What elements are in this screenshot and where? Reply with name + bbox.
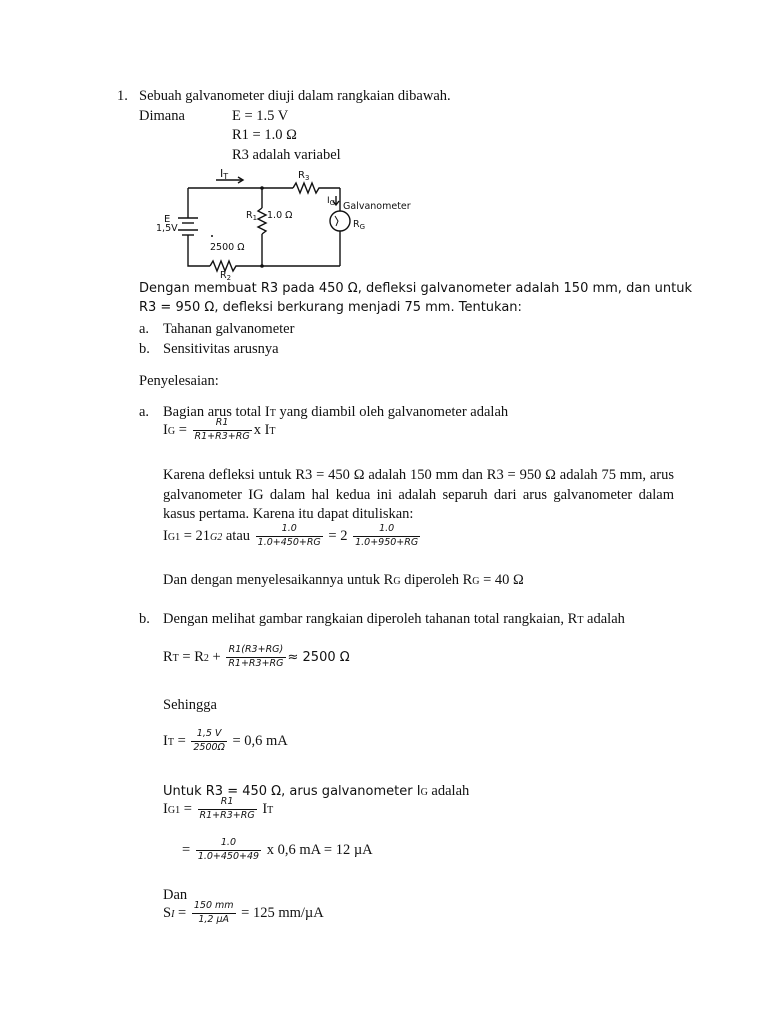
dan-label: Dan <box>163 887 188 903</box>
rg-label: R <box>353 219 360 230</box>
svg-text:IT <box>220 167 228 181</box>
sol-b-label: b. <box>139 611 150 627</box>
given-r1: R1 = 1.0 Ω <box>232 127 297 143</box>
problem-number: 1. <box>117 88 128 104</box>
svg-text:R3 <box>298 170 309 182</box>
item-b-label: b. <box>139 341 150 357</box>
r3-label: R <box>298 170 305 181</box>
equation-rt: RT = R2 + $\frac{R1(R3+RG)}{R1+R3+RG}$ ≈ 2500 Ω <box>163 644 350 669</box>
r1-label: R <box>246 210 253 221</box>
sol-a-paragraph: Karena defleksi untuk R3 = 450 Ω adalah 150 mm dan R3 = 950 Ω adalah 75 mm, arus galvanometer IG dalam hal kedua ini adalah separuh dari arus galvanometer dalam kasus pertama. Karena itu dapat dituliskan: <box>163 467 674 522</box>
given-e: E = 1.5 V <box>232 108 289 124</box>
equation-it: IT = $\frac{1,5 V}{2500\Omega}$ = 0,6 mA <box>163 728 288 753</box>
ig-intro: Untuk R3 = 450 Ω, arus galvanometer IG adalah <box>163 783 470 799</box>
rg-label-sub: G <box>359 223 366 231</box>
sol-a-line1: Bagian arus total IT yang diambil oleh galvanometer adalah <box>163 404 509 420</box>
ig-label: I <box>327 196 330 206</box>
ig-label-sub: G <box>329 199 336 207</box>
solution-heading: Penyelesaian: <box>139 373 219 389</box>
circuit-diagram <box>150 166 440 282</box>
dimana-label: Dimana <box>139 108 185 124</box>
it-label: I <box>220 167 224 180</box>
r2-value: 2500 Ω <box>210 242 245 253</box>
galvanometer-symbol <box>330 211 350 231</box>
equation-ig1: IG1 = $\frac{R1}{R1+R3+RG}$ IT <box>163 796 274 821</box>
item-a-text: Tahanan galvanometer <box>163 321 295 337</box>
e-label: E <box>164 214 171 225</box>
item-a-label: a. <box>139 321 150 337</box>
sol-a-label: a. <box>139 404 150 420</box>
sol-a-result: Dan dengan menyelesaikannya untuk RG diperoleh RG = 40 Ω <box>163 572 524 588</box>
svg-text:RG <box>353 219 365 231</box>
r3-resistor <box>293 183 340 193</box>
given-r3: R3 adalah variabel <box>232 147 341 163</box>
sol-b-line1: Dengan melihat gambar rangkaian diperoleh tahanan total rangkaian, RT adalah <box>163 611 625 627</box>
equation-ig1-ig2: IG1 = 21G2 atau $\frac{1.0}{1.0+450+RG}$ = 2 $\frac{1.0}{1.0+950+RG}$ <box>163 523 419 548</box>
equation-si: SI = $\frac{150 mm}{\text{1,2 µA}}$ = 125 mm/µA <box>163 900 324 925</box>
r2-label: R <box>220 270 227 281</box>
r2-label-sub: 2 <box>226 274 232 282</box>
equation-ig: IG = $\frac{R1}{R1+R3+RG}$ x IT <box>163 417 276 442</box>
it-label-sub: T <box>223 172 229 181</box>
galvanometer-label: Galvanometer <box>343 201 411 212</box>
sehingga-label: Sehingga <box>163 697 217 713</box>
r2-resistor <box>210 261 260 271</box>
item-b-text: Sensitivitas arusnya <box>163 341 279 357</box>
r3-label-sub: 3 <box>304 174 310 182</box>
equation-ig1-value: = $\frac{1.0}{1.0+450+49}$ x 0,6 mA = 12 µA <box>182 837 373 862</box>
r1-resistor <box>258 208 266 234</box>
r1-label-sub: 1 <box>252 214 258 222</box>
svg-text:IG <box>327 196 335 207</box>
e-value: 1,5V <box>156 223 178 234</box>
problem-intro: Sebuah galvanometer diuji dalam rangkaian dibawah. <box>139 88 451 104</box>
r1-value: 1.0 Ω <box>267 210 293 221</box>
statement-line2: R3 = 950 Ω, defleksi berkurang menjadi 75 mm. Tentukan: <box>139 300 522 315</box>
statement-line1: Dengan membuat R3 pada 450 Ω, defleksi galvanometer adalah 150 mm, dan untuk <box>139 281 693 296</box>
svg-text:R1 <box>246 210 257 222</box>
